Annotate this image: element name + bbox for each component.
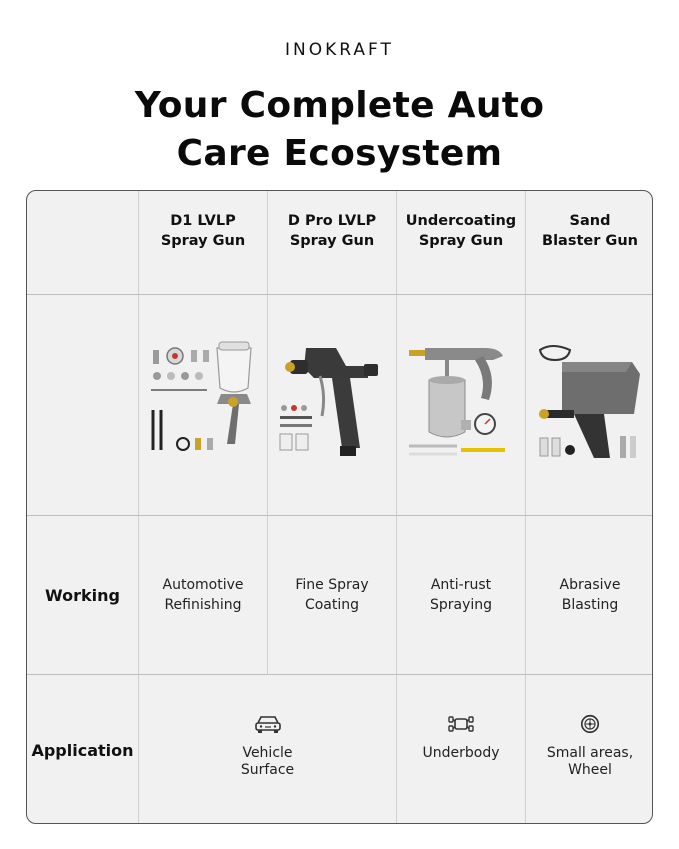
car-icon bbox=[253, 713, 283, 735]
undercoating-spray-gun-image bbox=[397, 295, 526, 516]
working-text-line: Refinishing bbox=[164, 597, 242, 613]
row-label-working: Working bbox=[27, 516, 139, 675]
headline-line-1: Your Complete Auto bbox=[134, 85, 545, 126]
application-text-line: Vehicle bbox=[242, 745, 293, 761]
column-header-d1-lvlp bbox=[139, 191, 268, 295]
comparison-table bbox=[26, 190, 653, 824]
working-text-line: Spraying bbox=[429, 597, 493, 613]
application-vehicle-surface bbox=[139, 675, 397, 824]
application-text-line: Surface bbox=[240, 762, 295, 778]
column-header-line: Spray Gun bbox=[418, 233, 504, 249]
column-header-undercoating bbox=[397, 191, 526, 295]
d1-lvlp-spray-gun-image bbox=[139, 295, 268, 516]
column-header-line: D Pro LVLP bbox=[287, 213, 377, 229]
working-text-line: Anti-rust bbox=[430, 577, 492, 593]
wheel-icon bbox=[578, 713, 602, 735]
d1-lvlp-spray-gun-kit-image bbox=[147, 340, 259, 470]
working-undercoating bbox=[397, 516, 526, 675]
application-underbody bbox=[397, 675, 526, 824]
column-header-line: Undercoating bbox=[405, 213, 517, 229]
column-header-line: Spray Gun bbox=[160, 233, 246, 249]
sand-blaster-gun-kit-image bbox=[534, 340, 646, 470]
sand-blaster-gun-image bbox=[526, 295, 653, 516]
working-text-line: Blasting bbox=[561, 597, 619, 613]
working-text-line: Automotive bbox=[162, 577, 244, 593]
working-text-line: Abrasive bbox=[559, 577, 621, 593]
column-header-line: Sand bbox=[569, 213, 611, 229]
page-headline bbox=[0, 82, 679, 178]
column-header-d-pro-lvlp bbox=[268, 191, 397, 295]
working-d1-lvlp bbox=[139, 516, 268, 675]
application-small-areas-wheel bbox=[526, 675, 653, 824]
row-label-application: Application bbox=[27, 675, 139, 824]
column-header-sand-blaster bbox=[526, 191, 653, 295]
working-text-line: Coating bbox=[304, 597, 360, 613]
product-row-label bbox=[27, 295, 139, 516]
corner-cell bbox=[27, 191, 139, 295]
column-header-line: D1 LVLP bbox=[170, 213, 236, 229]
undercoating-spray-gun-kit-image bbox=[405, 340, 517, 470]
working-text-line: Fine Spray bbox=[295, 577, 369, 593]
working-sand-blaster bbox=[526, 516, 653, 675]
d-pro-lvlp-spray-gun-image bbox=[268, 295, 397, 516]
application-text-line: Underbody bbox=[422, 745, 500, 761]
brand-logo: INOKRAFT bbox=[285, 40, 394, 60]
column-header-line: Spray Gun bbox=[289, 233, 375, 249]
application-text-line: Wheel bbox=[568, 762, 612, 778]
chassis-icon bbox=[446, 713, 476, 735]
working-d-pro-lvlp bbox=[268, 516, 397, 675]
headline-line-2: Care Ecosystem bbox=[176, 133, 503, 174]
column-header-line: Blaster Gun bbox=[542, 233, 638, 249]
d-pro-lvlp-spray-gun-kit-image bbox=[276, 340, 388, 470]
application-text-line: Small areas, bbox=[546, 745, 634, 761]
